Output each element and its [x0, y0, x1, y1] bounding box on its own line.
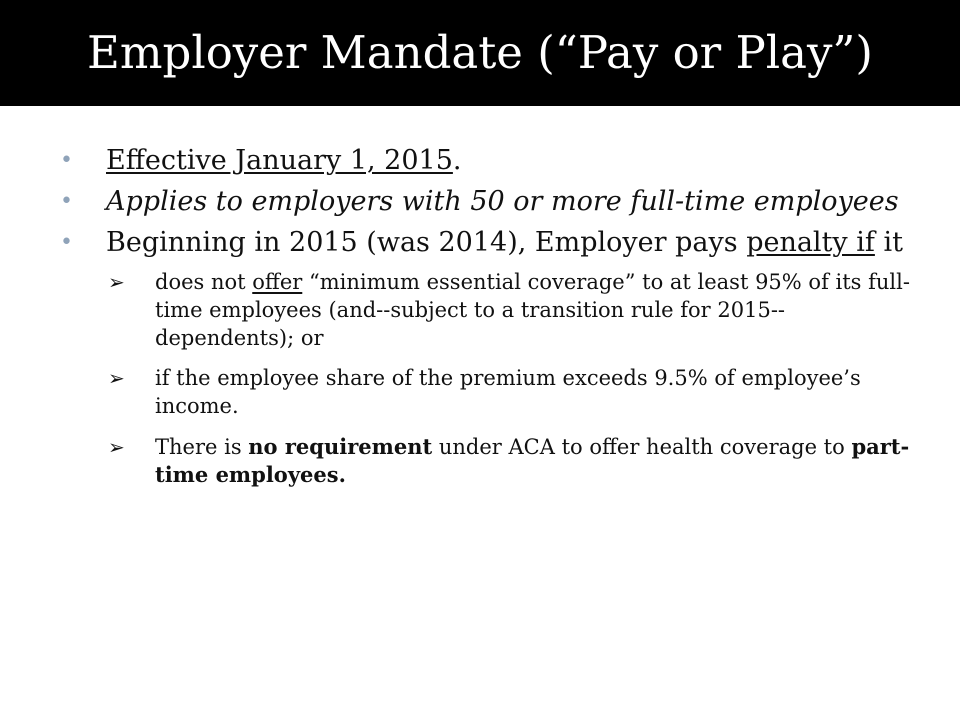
slide-title: Employer Mandate (“Pay or Play”) [87, 26, 873, 79]
part-time-text-2: under ACA to offer health coverage to [432, 435, 852, 459]
sub-bullet-offer [58, 268, 918, 352]
effective-date-text: Effective January 1, 2015 [106, 145, 453, 176]
applies-to-text: Applies to employers with 50 or more full-time employees [106, 186, 899, 217]
bullet-dot-icon: • [60, 148, 73, 173]
arrow-bullet-icon: ➢ [108, 435, 125, 459]
penalty-text-before: Beginning in 2015 (was 2014), Employer pays [106, 227, 747, 258]
bullet-dot-icon: • [60, 230, 73, 255]
offer-text-before: does not [155, 270, 253, 294]
part-time-text-1: There is [155, 435, 249, 459]
bullet-penalty [58, 228, 918, 258]
bullet-dot-icon: • [60, 189, 73, 214]
bullet-applies-to [58, 187, 918, 217]
sub-bullet-part-time [58, 433, 918, 489]
effective-date-period: . [452, 145, 462, 176]
part-time-employees-bold: part-time employees. [155, 434, 910, 487]
arrow-bullet-icon: ➢ [108, 270, 125, 294]
penalty-text-underlined: penalty if [746, 227, 875, 258]
slide-content [58, 146, 918, 489]
penalty-text-after: it [874, 227, 903, 258]
no-requirement-bold: no requirement [248, 434, 433, 459]
sub-bullet-premium [58, 364, 918, 420]
offer-text-underlined: offer [252, 270, 303, 294]
offer-text-after: “minimum essential coverage” to at least 95% of its full-time employees (and--subject to a transition rule for 2015--dependents); or [155, 270, 910, 350]
arrow-bullet-icon: ➢ [108, 366, 125, 390]
bullet-effective-date [58, 146, 918, 176]
premium-text: if the employee share of the premium exceeds 9.5% of employee’s income. [155, 366, 861, 418]
